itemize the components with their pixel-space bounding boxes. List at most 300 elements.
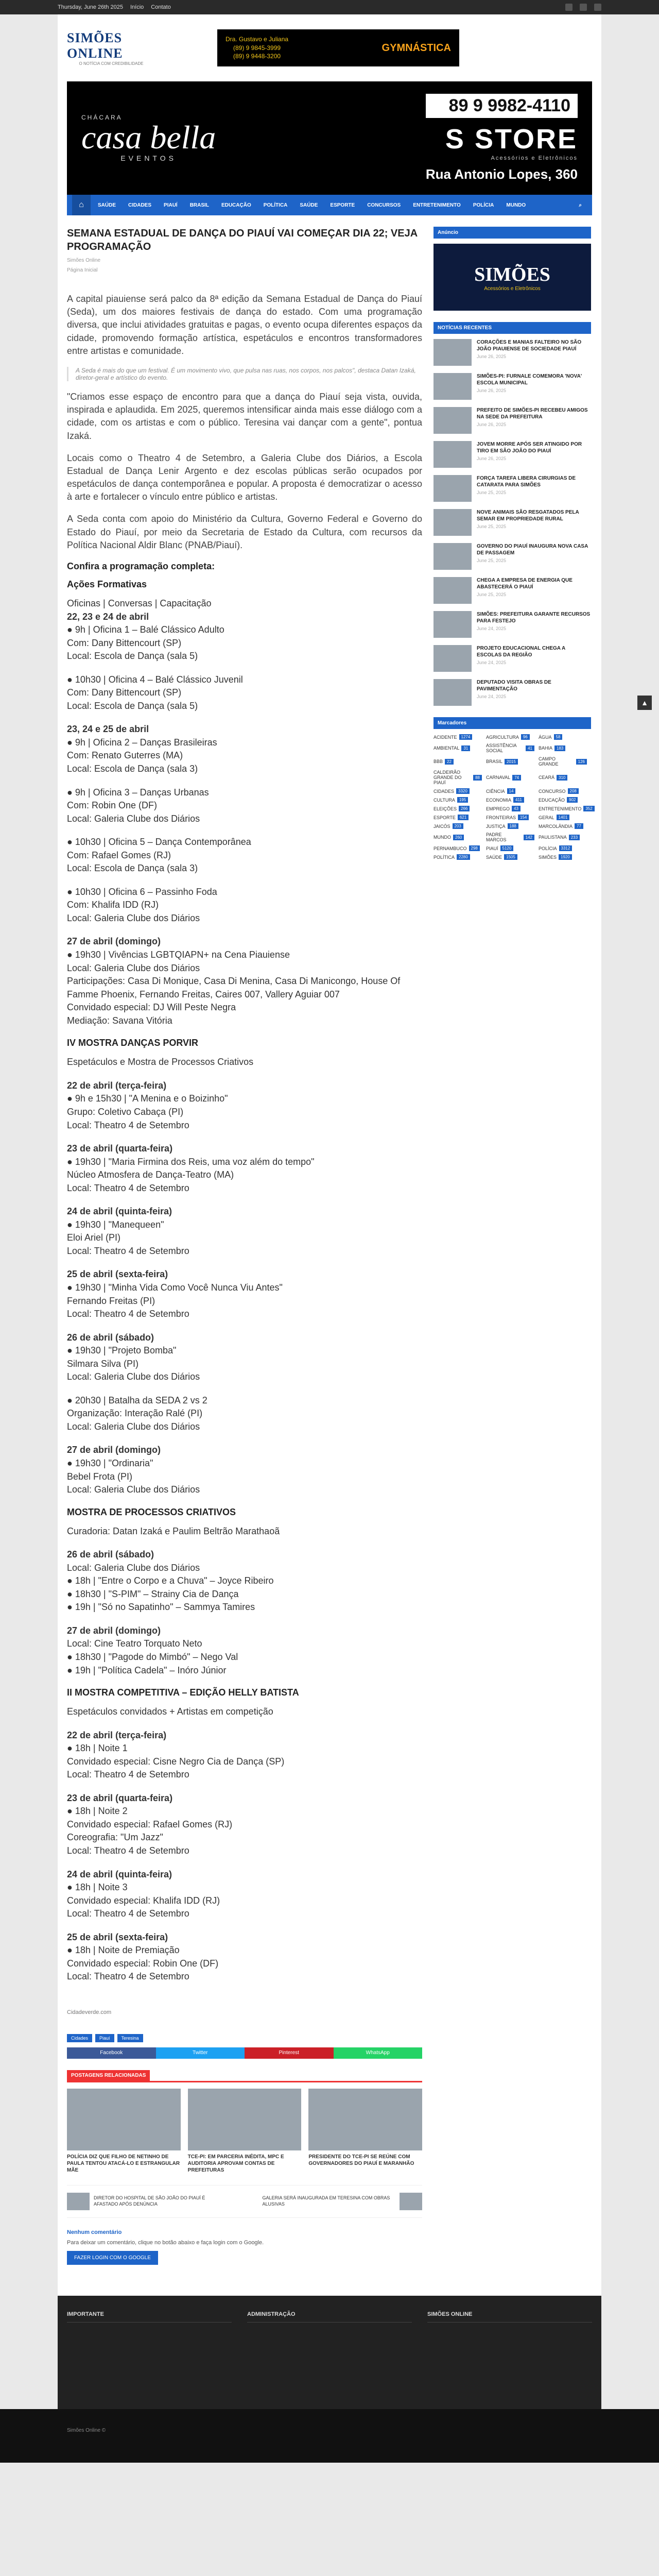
article-meta: Simões Online — [67, 258, 101, 263]
label-item[interactable] — [539, 832, 587, 842]
label-item[interactable] — [433, 845, 482, 851]
nav-item[interactable]: POLÍCIA — [473, 202, 494, 208]
label-item[interactable] — [486, 788, 534, 794]
schedule-block — [67, 723, 422, 775]
label-item[interactable] — [539, 734, 587, 740]
label-count: 88 — [473, 775, 482, 781]
pinterest-share-button[interactable]: Pinterest — [245, 2047, 334, 2059]
label-name[interactable]: CAMPO GRANDE — [539, 756, 559, 767]
schedule-block — [67, 1792, 422, 1858]
label-item[interactable] — [539, 756, 587, 767]
nav-item[interactable]: ENTRETENIMENTO — [413, 202, 461, 208]
related-title: POSTAGENS RELACIONADAS — [67, 2070, 150, 2081]
label-item[interactable] — [486, 823, 534, 829]
label-name[interactable]: ACIDENTE — [433, 734, 457, 740]
schedule-line: Espetáculos e Mostra de Processos Criativos — [67, 1057, 254, 1067]
label-item[interactable] — [486, 756, 534, 767]
label-item[interactable] — [486, 770, 534, 785]
label-count: 3312 — [559, 845, 573, 851]
recent-post[interactable] — [433, 407, 591, 434]
schedule-line: Local: Escola de Dança (sala 3) — [67, 764, 198, 774]
label-name[interactable]: SAÚDE — [486, 854, 502, 860]
label-name[interactable]: CARNAVAL — [486, 775, 511, 780]
schedule-line: Eloi Ariel (PI) — [67, 1232, 121, 1243]
label-name[interactable]: MUNDO — [433, 835, 451, 840]
label-item[interactable] — [433, 756, 482, 767]
label-count: 621 — [458, 815, 469, 820]
recent-thumbnail[interactable] — [433, 407, 472, 434]
article-paragraph: "Criamos esse espaço de encontro para que a dança do Piauí seja vista, ouvida, inspirada e aplaudida. Em 2025, queremos intensificar ainda mais esse diálogo com a cidade, com os artistas e com o público. Teresina vai dançar com a gente", pontua Izaká. — [67, 391, 422, 441]
logo-main: SIMÕES — [67, 30, 123, 45]
recent-post-date: June 26, 2025 — [477, 354, 507, 359]
label-item[interactable] — [539, 788, 587, 794]
schedule-line: ● 18h | Noite 2 — [67, 1806, 128, 1817]
schedule-line: Convidado especial: Cisne Negro Cia de Dança (SP) — [67, 1756, 285, 1767]
schedule-line: Local: Escola de Dança (sala 5) — [67, 700, 198, 711]
recent-thumbnail[interactable] — [433, 509, 472, 536]
schedule-block — [67, 1205, 422, 1258]
next-post[interactable] — [263, 2193, 423, 2210]
label-name[interactable]: CULTURA — [433, 797, 455, 803]
schedule-block — [67, 1624, 422, 1677]
recent-post-title[interactable]: DEPUTADO VISITA OBRAS DE PAVIMENTAÇÃO — [477, 680, 551, 692]
label-name[interactable]: MARCOLÂNDIA — [539, 823, 573, 829]
label-item[interactable] — [433, 823, 482, 829]
label-count: 1401 — [557, 815, 570, 820]
schedule-line: Local: Galeria Clube dos Diários — [67, 912, 200, 923]
schedule-line: ● 18h30 | "S-PIM" – Strainy Cia de Dança — [67, 1588, 239, 1599]
nav-item[interactable]: PIAUÍ — [164, 202, 178, 208]
nav-item[interactable]: CIDADES — [128, 202, 152, 208]
schedule-date: 24 de abril (quinta-feira) — [67, 1869, 172, 1879]
banner-line-3: (89) 9 9448-3200 — [233, 53, 281, 60]
recent-thumbnail[interactable] — [433, 441, 472, 468]
recent-post-date: June 26, 2025 — [477, 422, 507, 427]
recent-thumbnail[interactable] — [433, 645, 472, 672]
label-item[interactable] — [486, 854, 534, 860]
big-banner-ad[interactable] — [67, 81, 592, 195]
label-item[interactable] — [433, 854, 482, 860]
label-name[interactable]: ÁGUA — [539, 734, 552, 740]
header-banner-ad[interactable] — [217, 29, 459, 66]
label-count: 2015 — [505, 759, 518, 765]
recent-post-date: June 25, 2025 — [477, 490, 507, 495]
facebook-icon[interactable] — [565, 4, 573, 11]
schedule-date: 22 de abril (terça-feira) — [67, 1080, 167, 1091]
label-name[interactable]: ENTRETENIMENTO — [539, 806, 582, 811]
label-count: 266 — [459, 806, 470, 811]
recent-post-title[interactable]: CHEGA A EMPRESA DE ENERGIA QUE ABASTECERÁ O PIAUÍ — [477, 578, 573, 590]
label-item[interactable] — [486, 797, 534, 803]
breadcrumb[interactable]: Página Inicial — [67, 267, 98, 273]
date-text: Thursday, June 26th 2025 — [58, 4, 123, 10]
schedule-date: 27 de abril (domingo) — [67, 936, 161, 947]
schedule-line: Local: Theatro 4 de Setembro — [67, 1245, 189, 1256]
label-item[interactable] — [539, 797, 587, 803]
related-card[interactable] — [308, 2089, 422, 2174]
recent-post[interactable] — [433, 475, 591, 502]
recent-post[interactable] — [433, 543, 591, 570]
label-count: 203 — [453, 823, 463, 829]
instagram-icon[interactable] — [580, 4, 587, 11]
schedule-line: ● 10h30 | Oficina 4 – Balé Clássico Juvenil — [67, 674, 243, 685]
nav-item[interactable]: CONCURSOS — [367, 202, 401, 208]
label-name[interactable]: JUSTIÇA — [486, 823, 506, 829]
label-count: 233 — [569, 835, 580, 840]
top-bar — [0, 0, 659, 14]
schedule-line: Local: Escola de Dança (sala 5) — [67, 651, 198, 662]
recent-thumbnail[interactable] — [433, 373, 472, 400]
bottom-bar — [0, 2409, 659, 2463]
related-card-title[interactable]: PRESIDENTE DO TCE-PI SE REÚNE COM GOVERNADORES DO PIAUÍ E MARANHÃO — [308, 2154, 414, 2166]
recent-post[interactable] — [433, 679, 591, 706]
recent-post-title[interactable]: GOVERNO DO PIAUÍ INAUGURA NOVA CASA DE PASSAGEM — [477, 544, 588, 556]
recent-post-title[interactable]: SIMÕES: PREFEITURA GARANTE RECURSOS PARA FESTEJO — [477, 612, 591, 624]
nav-item[interactable]: MUNDO — [506, 202, 526, 208]
footer — [58, 2296, 601, 2409]
share-bar — [67, 2047, 422, 2059]
label-name[interactable]: EDUCAÇÃO — [539, 797, 565, 803]
banner-line-1: Dra. Gustavo e Juliana — [226, 35, 289, 43]
label-name[interactable]: PADRE MARCOS — [486, 832, 507, 842]
schedule-line: ● 9h | Oficina 3 – Danças Urbanas — [67, 787, 209, 798]
recent-post-date: June 25, 2025 — [477, 524, 507, 529]
label-item[interactable] — [539, 770, 587, 785]
header — [58, 14, 601, 81]
label-item[interactable] — [539, 815, 587, 820]
main-nav — [67, 195, 592, 215]
comments-text: Para deixar um comentário, clique no botão abaixo e faça login com o Google. — [67, 2239, 264, 2246]
article-paragraph: A Seda conta com apoio do Ministério da Cultura, Governo Federal e Governo do Estado do Piauí, por meio da Secretaria de Estado da Cultura, com recursos da Política Nacional Aldir Blanc (PNAB/Piauí). — [67, 514, 422, 550]
recent-post[interactable] — [433, 441, 591, 468]
schedule-block — [67, 1548, 422, 1614]
label-name[interactable]: SIMÕES — [539, 854, 557, 860]
schedule-line: Local: Galeria Clube dos Diários — [67, 962, 200, 973]
schedule-line: ● 19h30 | Vivências LGBTQIAPN+ na Cena Piauiense — [67, 950, 290, 960]
nav-item[interactable]: POLÍTICA — [263, 202, 288, 208]
schedule-line: Local: Cine Teatro Torquato Neto — [67, 1638, 202, 1649]
recent-thumbnail[interactable] — [433, 339, 472, 366]
nav-item[interactable]: SAÚDE — [98, 202, 116, 208]
schedule-line: Local: Galeria Clube dos Diários — [67, 1421, 200, 1432]
related-thumbnail[interactable] — [308, 2089, 422, 2150]
tag-list — [67, 2034, 422, 2042]
label-name[interactable]: BRASIL — [486, 759, 503, 764]
store-name: S STORE — [445, 124, 578, 155]
label-count: 902 — [567, 797, 578, 803]
nav-item[interactable]: ESPORTE — [330, 202, 355, 208]
labels-list — [433, 734, 591, 860]
label-item[interactable] — [486, 832, 534, 842]
schedule-line: Local: Theatro 4 de Setembro — [67, 1182, 189, 1193]
label-count: 298 — [469, 845, 480, 851]
recent-post[interactable] — [433, 645, 591, 672]
label-item[interactable] — [433, 788, 482, 794]
label-item[interactable] — [433, 743, 482, 753]
recent-post-date: June 24, 2025 — [477, 660, 507, 665]
labels-title: Marcadores — [433, 717, 591, 729]
schedule-line: Oficinas | Conversas | Capacitação — [67, 598, 212, 608]
label-item[interactable] — [539, 823, 587, 829]
label-name[interactable]: FRONTEIRAS — [486, 815, 516, 820]
schedule-block — [67, 1056, 422, 1069]
recent-post[interactable] — [433, 611, 591, 638]
recent-post-date: June 25, 2025 — [477, 558, 507, 563]
label-item[interactable] — [433, 832, 482, 842]
schedule-line: ● 18h30 | "Pagode do Mimbó" – Nego Val — [67, 1652, 238, 1662]
label-count: 77 — [575, 823, 583, 829]
schedule-date: 25 de abril (sexta-feira) — [67, 1269, 168, 1280]
label-name[interactable]: BBB — [433, 759, 443, 764]
label-count: 22 — [445, 759, 454, 765]
label-item[interactable] — [433, 806, 482, 811]
article-column — [67, 227, 422, 2296]
label-count: 31 — [461, 745, 470, 751]
schedule-line: Com: Renato Guterres (MA) — [67, 750, 183, 761]
label-count: 1505 — [504, 854, 517, 860]
schedule-line: Com: Dany Bittencourt (SP) — [67, 637, 182, 648]
schedule-block — [67, 597, 422, 663]
recent-posts-title: NOTÍCIAS RECENTES — [433, 322, 591, 334]
label-item[interactable] — [486, 734, 534, 740]
label-count: 2280 — [457, 854, 470, 860]
label-item[interactable] — [433, 734, 482, 740]
label-item[interactable] — [433, 797, 482, 803]
schedule-block — [67, 935, 422, 1027]
label-item[interactable] — [539, 806, 593, 811]
schedule-date: 25 de abril (sexta-feira) — [67, 1931, 168, 1942]
label-count: 154 — [518, 815, 529, 820]
schedule-line: Com: Dany Bittencourt (SP) — [67, 687, 182, 698]
previous-post-title[interactable]: DIRETOR DO HOSPITAL DE SÃO JOÃO DO PIAUÍ É AFASTADO APÓS DENÚNCIA — [94, 2195, 205, 2207]
label-name[interactable]: PERNAMBUCO — [433, 845, 467, 851]
related-card[interactable] — [188, 2089, 302, 2174]
recent-post[interactable] — [433, 373, 591, 400]
label-count: 260 — [453, 835, 464, 840]
recent-post-title[interactable]: PREFEITO DE SIMÕES-PI RECEBEU AMIGOS NA SEDE DA PREFEITURA — [477, 408, 588, 420]
label-name[interactable]: GERAL — [539, 815, 554, 820]
label-name[interactable]: PAULISTANA — [539, 835, 567, 840]
schedule-line: ● 10h30 | Oficina 5 – Dança Contemporânea — [67, 837, 251, 848]
recent-post-title[interactable]: CORAÇÕES E MANIAS FALTEIRO NO SÃO JOÃO PIAUIENSE DE SOCIEDADE PIAUÍ — [477, 340, 582, 352]
recent-post[interactable] — [433, 577, 591, 604]
article-quote: A Seda é mais do que um festival. É um movimento vivo, que pulsa nas ruas, nos corpos, nos palcos", destaca Datan Izaká, diretor-geral e artístico do evento. — [67, 367, 422, 381]
post-navigation — [67, 2185, 422, 2218]
copyright: Simões Online © — [67, 2427, 106, 2433]
related-posts — [67, 2089, 422, 2174]
schedule-block — [67, 786, 422, 826]
label-name[interactable]: AGRICULTURA — [486, 734, 519, 740]
recent-thumbnail[interactable] — [433, 475, 472, 502]
recent-thumbnail[interactable] — [433, 611, 472, 638]
label-item[interactable] — [486, 743, 534, 753]
nav-item[interactable]: SAÚDE — [300, 202, 318, 208]
back-to-top-icon[interactable]: ▲ — [637, 696, 652, 710]
sidebar-ad-title: Anúncio — [433, 227, 591, 239]
schedule-line: Convidado especial: Robin One (DF) — [67, 1958, 219, 1969]
recent-thumbnail[interactable] — [433, 543, 472, 570]
label-count: 188 — [508, 823, 518, 829]
label-name[interactable]: BAHIA — [539, 745, 553, 751]
recent-post[interactable] — [433, 509, 591, 536]
label-item[interactable] — [433, 815, 482, 820]
recent-post-date: June 26, 2025 — [477, 388, 507, 393]
next-post-title[interactable]: GALERIA SERÁ INAUGURADA EM TERESINA COM OBRAS ALUSIVAS — [262, 2195, 390, 2207]
label-name[interactable]: AMBIENTAL — [433, 745, 460, 751]
tag[interactable]: Teresina — [117, 2034, 143, 2042]
schedule-block — [67, 1268, 422, 1320]
related-card-title[interactable]: TCE-PI: EM PARCERIA INÉDITA, MPC E AUDITORIA APROVAM CONTAS DE PREFEITURAS — [187, 2154, 284, 2173]
label-count: 352 — [583, 806, 594, 811]
sidebar-ad[interactable] — [433, 244, 591, 311]
label-name[interactable]: POLÍCIA — [539, 845, 557, 851]
label-name[interactable]: CONCURSO — [539, 788, 566, 794]
schedule-block — [67, 673, 422, 713]
whatsapp-share-button[interactable]: WhatsApp — [334, 2047, 423, 2059]
label-name[interactable]: ELEIÇÕES — [433, 806, 457, 811]
label-name[interactable]: CEARÁ — [539, 775, 555, 780]
schedule-block — [67, 1444, 422, 1496]
label-count: 126 — [576, 759, 587, 765]
store-ad — [426, 94, 578, 182]
schedule-date: 22, 23 e 24 de abril — [67, 611, 149, 622]
facebook-share-button[interactable]: Facebook — [67, 2047, 156, 2059]
schedule-date: 27 de abril (domingo) — [67, 1625, 161, 1636]
recent-post[interactable] — [433, 339, 591, 366]
label-item[interactable] — [486, 845, 534, 851]
schedule-line: ● 18h | Noite 3 — [67, 1882, 128, 1893]
label-name[interactable]: CIDADES — [433, 788, 455, 794]
section-heading: II MOSTRA COMPETITIVA – EDIÇÃO HELLY BATISTA — [67, 1687, 299, 1698]
label-item[interactable] — [486, 815, 534, 820]
label-count: 310 — [557, 775, 567, 781]
schedule-line: ● 19h | "Só no Sapatinho" – Sammya Tamires — [67, 1602, 255, 1613]
label-name[interactable]: ASSISTÊNCIA SOCIAL — [486, 743, 517, 753]
schedule-block — [67, 1142, 422, 1195]
schedule-line: Local: Galeria Clube dos Diários — [67, 1562, 200, 1573]
topbar-link-home[interactable]: Início — [130, 4, 144, 10]
casa-bella-ad — [81, 114, 216, 162]
section-heading: Ações Formativas — [67, 579, 147, 589]
schedule-line: Local: Theatro 4 de Setembro — [67, 1120, 189, 1130]
recent-post-title[interactable]: FORÇA TAREFA LIBERA CIRURGIAS DE CATARATA PARA SIMÕES — [477, 476, 576, 488]
schedule-line: Participações: Casa Di Monique, Casa Di Menina, Casa Di Manicongo, House Of — [67, 976, 401, 987]
label-item[interactable] — [539, 845, 587, 851]
label-count: 195 — [457, 797, 468, 803]
schedule-line: ● 9h | Oficina 2 – Danças Brasileiras — [67, 737, 217, 748]
recent-post-title[interactable]: PROJETO EDUCACIONAL CHEGA A ESCOLAS DA REGIÃO — [477, 646, 565, 658]
schedule-line: ● 19h | "Política Cadela" – Inóro Júnior — [67, 1665, 227, 1675]
previous-post[interactable] — [67, 2193, 227, 2210]
schedule-line: ● 18h | Noite 1 — [67, 1743, 128, 1754]
schedule-line: Curadoria: Datan Izaká e Paulim Beltrão Marathaoã — [67, 1526, 280, 1536]
tag[interactable]: Cidades — [67, 2034, 92, 2042]
schedule-line: ● 19h30 | "Maria Firmina dos Reis, uma voz além do tempo" — [67, 1156, 315, 1167]
recent-post-date: June 24, 2025 — [477, 694, 507, 699]
recent-post-title[interactable]: NOVE ANIMAIS SÃO RESGATADOS PELA SEMAR EM PROPRIEDADE RURAL — [477, 510, 579, 522]
banner-line-2: (89) 9 9845-3999 — [233, 44, 281, 52]
schedule-line: Local: Escola de Dança (sala 3) — [67, 863, 198, 874]
schedule-line: Famme Phoenix, Fernando Freitas, Caires 007, Vallery Aguiar 007 — [67, 989, 340, 999]
nav-item[interactable]: EDUCAÇÃO — [221, 202, 251, 208]
recent-post-date: June 24, 2025 — [477, 626, 507, 631]
article-body — [67, 293, 422, 2015]
article-paragraph: A capital piauiense será palco da 8ª edição da Semana Estadual de Dança do Piauí (Seda), um dos maiores festivais de dança do estado. Com uma programação diversa, que inclui atividades gratuitas e pagas, o evento ocupa diferentes espaços da cidade, promovendo formação artística, espetáculos e encontros transformadores entre artistas e comunidade. — [67, 294, 422, 356]
schedule-line: ● 9h e 15h30 | "A Menina e o Boizinho" — [67, 1093, 228, 1104]
related-thumbnail[interactable] — [188, 2089, 302, 2150]
related-card-title[interactable]: POLÍCIA DIZ QUE FILHO DE NETINHO DE PAULA TENTOU ATACÁ-LO E ESTRANGULAR MÃE — [67, 2154, 180, 2173]
schedule-line: Local: Theatro 4 de Setembro — [67, 1908, 189, 1919]
label-item[interactable] — [433, 770, 482, 785]
label-count: 1920 — [559, 854, 572, 860]
recent-post-title[interactable]: JOVEM MORRE APÓS SER ATINGIDO POR TIRO EM SÃO JOÃO DO PIAUÍ — [477, 442, 582, 454]
schedule-date: 26 de abril (sábado) — [67, 1549, 154, 1560]
home-icon[interactable]: ⌂ — [72, 195, 91, 215]
section-heading: Confira a programação completa: — [67, 561, 215, 571]
schedule-line: ● 19h30 | "Minha Vida Como Você Nunca Viu Antes" — [67, 1282, 283, 1293]
tag[interactable]: Piauí — [95, 2034, 114, 2042]
recent-post-title[interactable]: SIMÕES-PI: FURNALE COMEMORA 'NOVA' ESCOLA MUNICIPAL — [477, 374, 582, 386]
schedule-block — [67, 1525, 422, 1538]
schedule-line: ● 19h30 | "Projeto Bomba" — [67, 1345, 177, 1356]
schedule-line: Local: Theatro 4 de Setembro — [67, 1971, 189, 1982]
store-sub: Acessórios e Eletrônicos — [491, 155, 578, 161]
related-thumbnail[interactable] — [67, 2089, 181, 2150]
footer-column-title: ADMINISTRAÇÃO — [247, 2311, 412, 2323]
schedule-date: 24 de abril (quinta-feira) — [67, 1206, 172, 1217]
schedule-date: 23 de abril (quarta-feira) — [67, 1792, 173, 1803]
store-address: Rua Antonio Lopes, 360 — [425, 166, 578, 182]
schedule-line: Núcleo Atmosfera de Dança-Teatro (MA) — [67, 1170, 234, 1180]
schedule-line: Convidado especial: Rafael Gomes (RJ) — [67, 1819, 233, 1829]
schedule-line: ● 10h30 | Oficina 6 – Passinho Foda — [67, 886, 217, 897]
label-name[interactable]: CALDEIRÃO GRANDE DO PIAUÍ — [433, 770, 462, 785]
recent-post-date: June 26, 2025 — [477, 456, 507, 461]
search-icon[interactable]: ⌕ — [579, 202, 582, 208]
twitter-share-button[interactable]: Twitter — [156, 2047, 245, 2059]
previous-thumbnail — [67, 2193, 90, 2210]
schedule-line: Local: Galeria Clube dos Diários — [67, 813, 200, 824]
label-item[interactable] — [539, 743, 587, 753]
twitter-icon[interactable] — [594, 4, 601, 11]
related-card[interactable] — [67, 2089, 181, 2174]
label-item[interactable] — [539, 854, 587, 860]
recent-thumbnail[interactable] — [433, 577, 472, 604]
google-login-button[interactable]: FAZER LOGIN COM O GOOGLE — [67, 2251, 158, 2265]
label-name[interactable]: PIAUÍ — [486, 845, 498, 851]
label-name[interactable]: CIÊNCIA — [486, 788, 505, 794]
label-name[interactable]: EMPREGO — [486, 806, 510, 811]
recent-thumbnail[interactable] — [433, 679, 472, 706]
recent-posts — [433, 339, 591, 706]
schedule-line: Fernando Freitas (PI) — [67, 1295, 155, 1306]
schedule-line: Coreografia: "Um Jazz" — [67, 1832, 163, 1843]
label-name[interactable]: JAICÓS — [433, 823, 450, 829]
casa-bella-sub: EVENTOS — [120, 154, 177, 162]
label-name[interactable]: POLÍTICA — [433, 854, 455, 860]
topbar-link-contact[interactable]: Contato — [151, 4, 171, 10]
sidebar-ad-sub: Acessórios e Eletrônicos — [484, 285, 541, 292]
nav-item[interactable]: BRASIL — [189, 202, 209, 208]
schedule-block — [67, 836, 422, 875]
label-item[interactable] — [486, 806, 534, 811]
label-name[interactable]: ECONOMIA — [486, 797, 512, 803]
sidebar — [433, 227, 591, 2296]
schedule-block — [67, 886, 422, 925]
site-logo[interactable] — [67, 24, 155, 72]
label-count: 41 — [526, 745, 534, 751]
label-name[interactable]: ESPORTE — [433, 815, 456, 820]
